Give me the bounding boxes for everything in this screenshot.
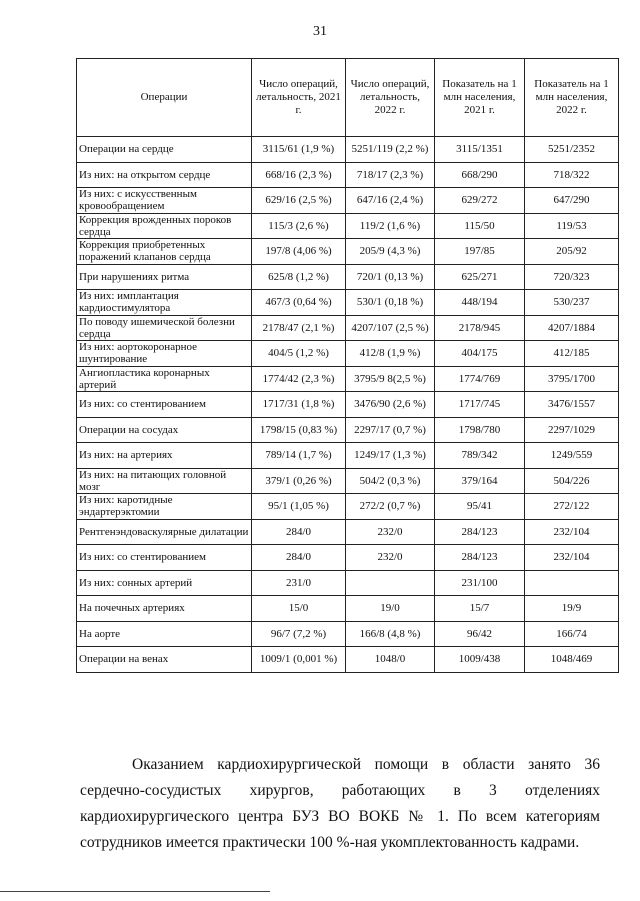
- value-cell: 647/16 (2,4 %): [346, 188, 435, 214]
- value-cell: 625/8 (1,2 %): [252, 264, 346, 290]
- value-cell: 231/100: [435, 570, 525, 596]
- value-cell: 1798/780: [435, 417, 525, 443]
- value-cell: 205/92: [525, 239, 619, 265]
- value-cell: 2297/1029: [525, 417, 619, 443]
- value-cell: 789/14 (1,7 %): [252, 443, 346, 469]
- table-row: [77, 392, 619, 418]
- operations-table: [76, 58, 619, 673]
- value-cell: 1048/469: [525, 647, 619, 673]
- table-row: [77, 417, 619, 443]
- operation-name-cell: Из них: сонных артерий: [77, 570, 252, 596]
- value-cell: 2178/945: [435, 315, 525, 341]
- table-row: [77, 570, 619, 596]
- value-cell: 4207/1884: [525, 315, 619, 341]
- operation-name-cell: Коррекция врожденных пороков сердца: [77, 213, 252, 239]
- value-cell: 530/237: [525, 290, 619, 316]
- operation-name-cell: На аорте: [77, 621, 252, 647]
- operation-name-cell: Из них: на артериях: [77, 443, 252, 469]
- value-cell: 404/175: [435, 341, 525, 367]
- value-cell: 15/7: [435, 596, 525, 622]
- value-cell: 284/0: [252, 519, 346, 545]
- value-cell: 404/5 (1,2 %): [252, 341, 346, 367]
- value-cell: 504/226: [525, 468, 619, 494]
- value-cell: 197/8 (4,06 %): [252, 239, 346, 265]
- value-cell: 3115/1351: [435, 137, 525, 163]
- value-cell: 448/194: [435, 290, 525, 316]
- operation-name-cell: Коррекция приобретенных поражений клапанов сердца: [77, 239, 252, 265]
- operation-name-cell: Операции на сосудах: [77, 417, 252, 443]
- value-cell: 232/104: [525, 519, 619, 545]
- value-cell: 96/7 (7,2 %): [252, 621, 346, 647]
- value-cell: 629/16 (2,5 %): [252, 188, 346, 214]
- value-cell: 3795/1700: [525, 366, 619, 392]
- table-row: [77, 366, 619, 392]
- operation-name-cell: Из них: с искусственным кровообращением: [77, 188, 252, 214]
- value-cell: 231/0: [252, 570, 346, 596]
- value-cell: 119/2 (1,6 %): [346, 213, 435, 239]
- header-count-2021: Число операций, летальность, 2021 г.: [252, 59, 346, 137]
- value-cell: 115/3 (2,6 %): [252, 213, 346, 239]
- header-operations: Операции: [77, 59, 252, 137]
- value-cell: 95/41: [435, 494, 525, 520]
- value-cell: 5251/119 (2,2 %): [346, 137, 435, 163]
- value-cell: 629/272: [435, 188, 525, 214]
- value-cell: 3115/61 (1,9 %): [252, 137, 346, 163]
- header-count-2022: Число операций, летальность, 2022 г.: [346, 59, 435, 137]
- operation-name-cell: Из них: на питающих головной мозг: [77, 468, 252, 494]
- value-cell: 15/0: [252, 596, 346, 622]
- operation-name-cell: Из них: со стентированием: [77, 392, 252, 418]
- value-cell: 197/85: [435, 239, 525, 265]
- value-cell: 1717/31 (1,8 %): [252, 392, 346, 418]
- value-cell: 412/185: [525, 341, 619, 367]
- value-cell: 115/50: [435, 213, 525, 239]
- value-cell: 1798/15 (0,83 %): [252, 417, 346, 443]
- value-cell: 1774/42 (2,3 %): [252, 366, 346, 392]
- value-cell: 4207/107 (2,5 %): [346, 315, 435, 341]
- operation-name-cell: Из них: каротидные эндартерэктомии: [77, 494, 252, 520]
- value-cell: 668/16 (2,3 %): [252, 162, 346, 188]
- table-row: [77, 341, 619, 367]
- table-row: [77, 596, 619, 622]
- value-cell: 1009/1 (0,001 %): [252, 647, 346, 673]
- value-cell: 19/9: [525, 596, 619, 622]
- value-cell: 272/122: [525, 494, 619, 520]
- value-cell: 205/9 (4,3 %): [346, 239, 435, 265]
- value-cell: 272/2 (0,7 %): [346, 494, 435, 520]
- operation-name-cell: Из них: со стентированием: [77, 545, 252, 571]
- value-cell: 789/342: [435, 443, 525, 469]
- value-cell: 718/17 (2,3 %): [346, 162, 435, 188]
- value-cell: 718/322: [525, 162, 619, 188]
- table-row: [77, 137, 619, 163]
- value-cell: 19/0: [346, 596, 435, 622]
- value-cell: 166/74: [525, 621, 619, 647]
- value-cell: 284/0: [252, 545, 346, 571]
- table-row: [77, 443, 619, 469]
- operation-name-cell: Из них: аортокоронарное шунтирование: [77, 341, 252, 367]
- table-row: [77, 545, 619, 571]
- table-row: [77, 213, 619, 239]
- value-cell: 96/42: [435, 621, 525, 647]
- table-row: [77, 519, 619, 545]
- operation-name-cell: Операции на сердце: [77, 137, 252, 163]
- value-cell: [346, 570, 435, 596]
- value-cell: 95/1 (1,05 %): [252, 494, 346, 520]
- table-body: [77, 137, 619, 673]
- table-row: [77, 290, 619, 316]
- value-cell: [525, 570, 619, 596]
- value-cell: 2297/17 (0,7 %): [346, 417, 435, 443]
- table-row: [77, 162, 619, 188]
- table-row: [77, 468, 619, 494]
- value-cell: 379/164: [435, 468, 525, 494]
- operation-name-cell: Ангиопластика коронарных артерий: [77, 366, 252, 392]
- table-row: [77, 264, 619, 290]
- operation-name-cell: Рентгенэндоваскулярные дилатации: [77, 519, 252, 545]
- operation-name-cell: При нарушениях ритма: [77, 264, 252, 290]
- value-cell: 119/53: [525, 213, 619, 239]
- page-number: 31: [313, 24, 327, 39]
- value-cell: 232/0: [346, 545, 435, 571]
- header-rate-2021: Показатель на 1 млн населения, 2021 г.: [435, 59, 525, 137]
- value-cell: 284/123: [435, 545, 525, 571]
- value-cell: 284/123: [435, 519, 525, 545]
- value-cell: 1009/438: [435, 647, 525, 673]
- value-cell: 504/2 (0,3 %): [346, 468, 435, 494]
- operation-name-cell: Из них: на открытом сердце: [77, 162, 252, 188]
- value-cell: 379/1 (0,26 %): [252, 468, 346, 494]
- operation-name-cell: На почечных артериях: [77, 596, 252, 622]
- value-cell: 166/8 (4,8 %): [346, 621, 435, 647]
- value-cell: 2178/47 (2,1 %): [252, 315, 346, 341]
- value-cell: 3476/90 (2,6 %): [346, 392, 435, 418]
- operation-name-cell: Из них: имплантация кардиостимулятора: [77, 290, 252, 316]
- operation-name-cell: По поводу ишемической болезни сердца: [77, 315, 252, 341]
- operation-name-cell: Операции на венах: [77, 647, 252, 673]
- table-header-row: [77, 59, 619, 137]
- value-cell: 647/290: [525, 188, 619, 214]
- body-paragraph: Оказанием кардиохирургической помощи в области занято 36 сердечно-сосудистых хирургов, работающих в 3 отделениях кардиохирургического центра БУЗ ВО ВОКБ № 1. По всем категориям сотрудников имеется практически 100 %-ная укомплектованность кадрами.: [80, 755, 600, 851]
- value-cell: 1249/17 (1,3 %): [346, 443, 435, 469]
- value-cell: 530/1 (0,18 %): [346, 290, 435, 316]
- table-row: [77, 188, 619, 214]
- value-cell: 1249/559: [525, 443, 619, 469]
- value-cell: 625/271: [435, 264, 525, 290]
- table-row: [77, 621, 619, 647]
- value-cell: 3476/1557: [525, 392, 619, 418]
- value-cell: 3795/9 8(2,5 %): [346, 366, 435, 392]
- footnote-divider: [0, 891, 270, 892]
- value-cell: 412/8 (1,9 %): [346, 341, 435, 367]
- table-row: [77, 647, 619, 673]
- value-cell: 1774/769: [435, 366, 525, 392]
- table-row: [77, 315, 619, 341]
- value-cell: 5251/2352: [525, 137, 619, 163]
- value-cell: 720/323: [525, 264, 619, 290]
- table-row: [77, 239, 619, 265]
- value-cell: 720/1 (0,13 %): [346, 264, 435, 290]
- value-cell: 1717/745: [435, 392, 525, 418]
- value-cell: 467/3 (0,64 %): [252, 290, 346, 316]
- value-cell: 232/0: [346, 519, 435, 545]
- value-cell: 1048/0: [346, 647, 435, 673]
- table-row: [77, 494, 619, 520]
- header-rate-2022: Показатель на 1 млн населения, 2022 г.: [525, 59, 619, 137]
- value-cell: 232/104: [525, 545, 619, 571]
- value-cell: 668/290: [435, 162, 525, 188]
